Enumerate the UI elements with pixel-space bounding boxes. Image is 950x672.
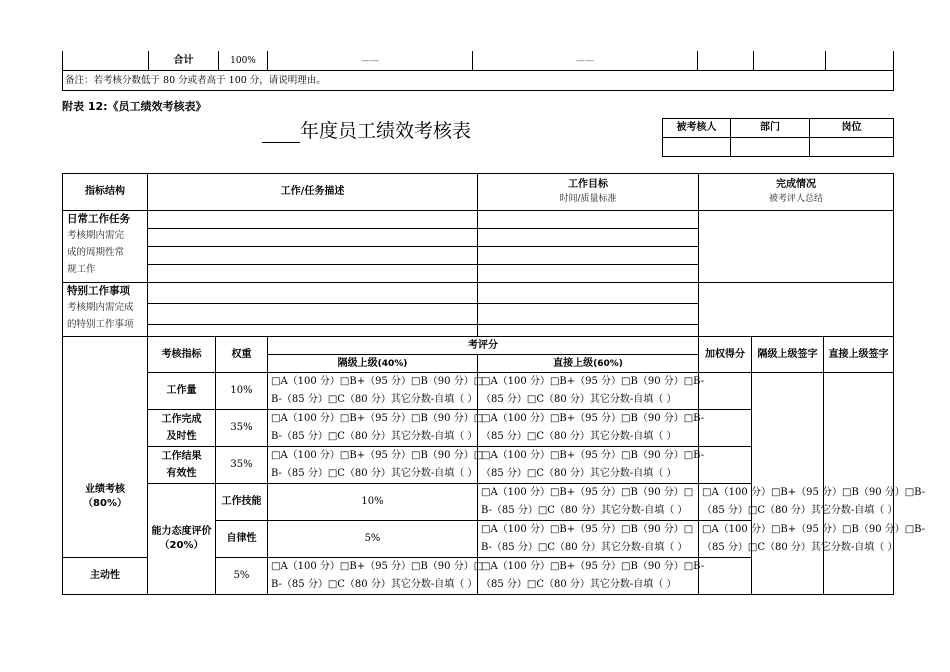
goal-header xyxy=(478,174,699,211)
indirect-rating-options[interactable]: □A（100 分）□B+（95 分）□B（90 分）□ B-（85 分）□C（80 分）其它分数-自填（ ） xyxy=(268,410,478,447)
indicator-weight: 35% xyxy=(216,447,268,484)
daily-tasks-desc-1: 考核期内需完 xyxy=(67,230,125,241)
department-header: 部门 xyxy=(731,119,810,138)
daily-tasks-desc-3: 规工作 xyxy=(67,264,96,275)
direct-rating-options[interactable]: □A（100 分）□B+（95 分）□B（90 分）□B- （85 分）□C（80 分）其它分数-自填（ ） xyxy=(699,484,752,521)
direct-rating-options[interactable]: □A（100 分）□B+（95 分）□B（90 分）□B- （85 分）□C（80 分）其它分数-自填（ ） xyxy=(478,447,699,484)
daily-task-goal-cell[interactable] xyxy=(478,229,699,247)
assessee-header: 被考核人 xyxy=(663,119,731,138)
indicator-name: 主动性 xyxy=(63,558,148,595)
daily-tasks-title: 日常工作任务 xyxy=(67,213,130,225)
special-task-desc-cell[interactable] xyxy=(148,304,478,325)
daily-tasks-label xyxy=(63,211,148,283)
weighted-score-header: 加权得分 xyxy=(699,337,752,373)
daily-task-goal-cell[interactable] xyxy=(478,247,699,265)
indirect-rating-options[interactable]: □A（100 分）□B+（95 分）□B（90 分）□ B-（85 分）□C（80 分）其它分数-自填（ ） xyxy=(268,447,478,484)
note-row xyxy=(63,71,894,91)
attitude-pct: （20%） xyxy=(159,540,204,551)
total-cell-3[interactable] xyxy=(826,51,894,71)
indicator-weight: 10% xyxy=(216,373,268,410)
indicator-weight: 35% xyxy=(216,410,268,447)
indicator-name: 工作完成 及时性 xyxy=(148,410,216,447)
daily-task-desc-cell[interactable] xyxy=(148,265,478,283)
total-row xyxy=(63,51,894,71)
daily-tasks-desc-2: 成的周期性常 xyxy=(67,247,125,258)
indirect-superior-pct: (40%) xyxy=(377,358,408,369)
special-task-row xyxy=(63,283,894,304)
direct-rating-options[interactable]: □A（100 分）□B+（95 分）□B（90 分）□B- （85 分）□C（80 分）其它分数-自填（ ） xyxy=(478,373,699,410)
indicator-name: 工作结果 有效性 xyxy=(148,447,216,484)
indirect-sign-cell[interactable] xyxy=(752,373,824,595)
indicator-name: 自律性 xyxy=(216,521,268,558)
special-task-goal-cell[interactable] xyxy=(478,304,699,325)
weighted-score-cell[interactable] xyxy=(699,447,752,484)
daily-task-goal-cell[interactable] xyxy=(478,211,699,229)
header-row xyxy=(63,174,894,211)
special-tasks-label xyxy=(63,283,148,337)
indirect-rating-options[interactable]: □A（100 分）□B+（95 分）□B（90 分）□ B-（85 分）□C（80 分）其它分数-自填（ ） xyxy=(478,521,699,558)
direct-rating-options[interactable]: □A（100 分）□B+（95 分）□B（90 分）□B- （85 分）□C（80 分）其它分数-自填（ ） xyxy=(478,410,699,447)
weight-header: 权重 xyxy=(216,337,268,373)
position-value-cell[interactable] xyxy=(810,138,894,157)
total-dash-1: —— xyxy=(268,51,473,71)
special-task-goal-cell[interactable] xyxy=(478,283,699,304)
eval-header-row xyxy=(63,337,894,355)
total-weight: 100% xyxy=(219,51,268,71)
rating-header: 考评分 xyxy=(268,337,699,355)
special-tasks-desc-1: 考核期内需完成 xyxy=(67,302,134,313)
total-cell-1[interactable] xyxy=(698,51,754,71)
evaluation-table xyxy=(62,173,926,595)
department-value-cell[interactable] xyxy=(731,138,810,157)
direct-superior-header xyxy=(478,355,699,373)
daily-task-desc-cell[interactable] xyxy=(148,229,478,247)
direct-rating-options[interactable]: □A（100 分）□B+（95 分）□B（90 分）□B- （85 分）□C（80 分）其它分数-自填（ ） xyxy=(478,558,699,595)
note-text: 备注：若考核分数低于 80 分或者高于 100 分，请说明理由。 xyxy=(63,71,894,91)
indirect-rating-options[interactable]: □A（100 分）□B+（95 分）□B（90 分）□ B-（85 分）□C（80 分）其它分数-自填（ ） xyxy=(268,373,478,410)
indicator-weight: 10% xyxy=(268,484,478,521)
direct-sign-header: 直接上级签字 xyxy=(824,337,894,373)
total-cell-2[interactable] xyxy=(754,51,826,71)
indirect-rating-options[interactable]: □A（100 分）□B+（95 分）□B（90 分）□ B-（85 分）□C（80 分）其它分数-自填（ ） xyxy=(478,484,699,521)
description-header: 工作/任务描述 xyxy=(148,174,478,211)
special-task-goal-cell[interactable] xyxy=(478,325,699,337)
eval-item-row xyxy=(63,373,894,410)
weighted-score-cell[interactable] xyxy=(699,558,752,595)
summary-table xyxy=(62,51,894,91)
performance-section-label xyxy=(63,337,148,558)
performance-pct: （80%） xyxy=(83,498,127,509)
assessee-value-cell[interactable] xyxy=(663,138,731,157)
total-label: 合计 xyxy=(149,51,219,71)
performance-title: 业绩考核 xyxy=(85,484,125,495)
position-header: 岗位 xyxy=(810,119,894,138)
total-dash-2: —— xyxy=(473,51,698,71)
direct-rating-options[interactable]: □A（100 分）□B+（95 分）□B（90 分）□B- （85 分）□C（80 分）其它分数-自填（ ） xyxy=(699,521,752,558)
daily-task-desc-cell[interactable] xyxy=(148,211,478,229)
year-blank-line[interactable] xyxy=(262,116,300,143)
indirect-superior-header xyxy=(268,355,478,373)
structure-header: 指标结构 xyxy=(63,174,148,211)
completion-subtitle: 被考评人总结 xyxy=(769,194,824,204)
special-task-desc-cell[interactable] xyxy=(148,283,478,304)
special-tasks-desc-2: 的特别工作事项 xyxy=(67,319,134,330)
special-task-desc-cell[interactable] xyxy=(148,325,478,337)
direct-sign-cell[interactable] xyxy=(824,373,894,595)
goal-title: 工作目标 xyxy=(568,179,609,190)
appendix-title: 附表 12:《员工绩效考核表》 xyxy=(62,100,207,113)
indirect-rating-options[interactable]: □A（100 分）□B+（95 分）□B（90 分）□ B-（85 分）□C（80 分）其它分数-自填（ ） xyxy=(268,558,478,595)
attitude-title: 能力态度评价 xyxy=(151,526,212,537)
indicator-header: 考核指标 xyxy=(148,337,216,373)
indirect-superior-label: 隔级上级 xyxy=(337,357,378,369)
direct-superior-label: 直接上级 xyxy=(553,357,594,369)
attitude-section-label xyxy=(148,484,216,595)
assessee-info-table xyxy=(662,118,894,157)
daily-completion-cell[interactable] xyxy=(699,211,894,283)
special-tasks-title: 特别工作事项 xyxy=(67,285,130,297)
daily-task-goal-cell[interactable] xyxy=(478,265,699,283)
direct-superior-pct: (60%) xyxy=(593,358,623,369)
weighted-score-cell[interactable] xyxy=(699,373,752,410)
indicator-name: 工作技能 xyxy=(216,484,268,521)
indicator-weight: 5% xyxy=(216,558,268,595)
special-completion-cell[interactable] xyxy=(699,283,894,337)
form-title-block xyxy=(262,116,471,146)
form-title: 年度员工绩效考核表 xyxy=(300,120,472,142)
completion-header xyxy=(699,174,894,211)
indicator-name: 工作量 xyxy=(148,373,216,410)
daily-task-desc-cell[interactable] xyxy=(148,247,478,265)
daily-task-row xyxy=(63,211,894,229)
indicator-weight: 5% xyxy=(268,521,478,558)
weighted-score-cell[interactable] xyxy=(699,410,752,447)
goal-subtitle: 时间/质量标准 xyxy=(559,194,617,204)
completion-title: 完成情况 xyxy=(776,179,817,190)
indirect-sign-header: 隔级上级签字 xyxy=(752,337,824,373)
